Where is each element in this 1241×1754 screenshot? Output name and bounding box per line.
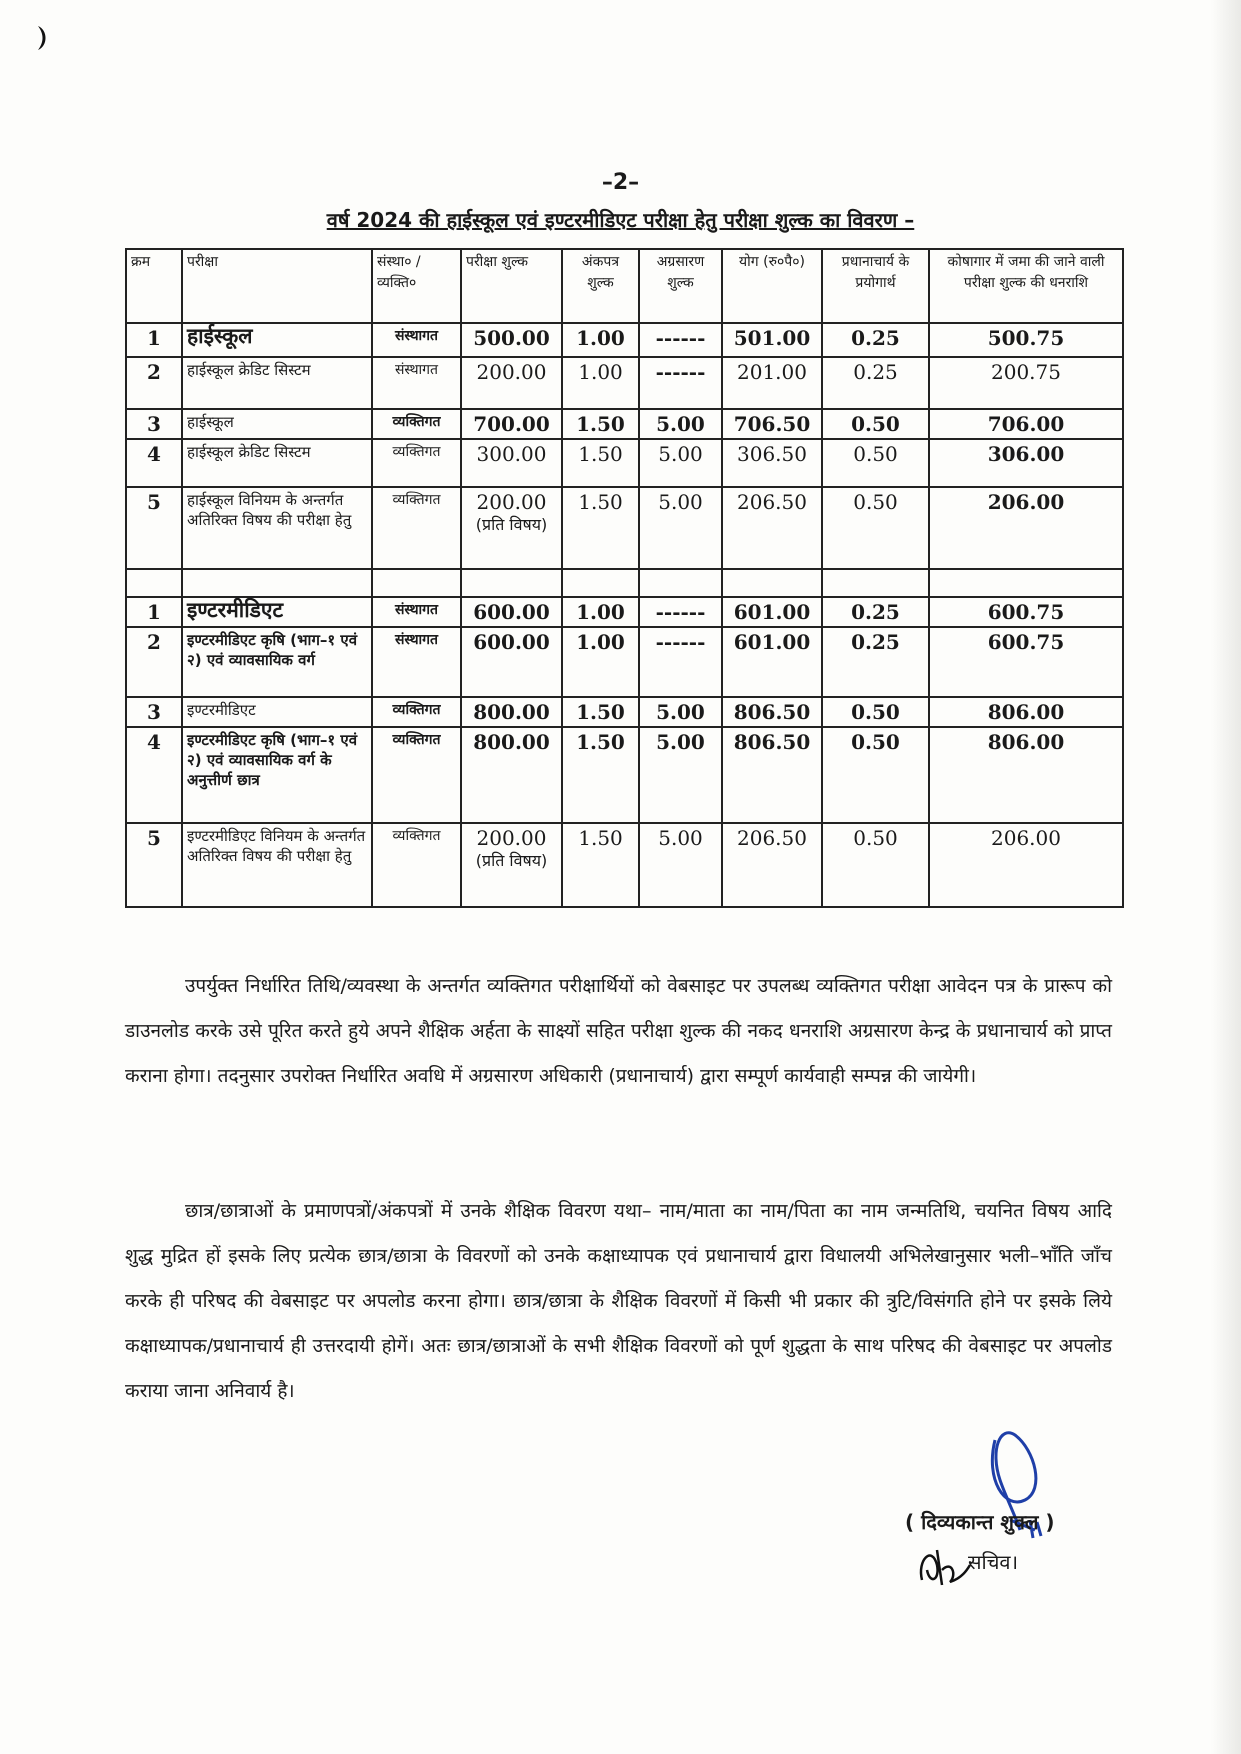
instruction-paragraph-2: छात्र/छात्राओं के प्रमाणपत्रों/अंकपत्रों में उनके शैक्षिक विवरण यथा– नाम/माता का नाम/पिता का नाम जन्मतिथि, चयनित विषय आदि शुद्ध मुद्रित हों इसके लिए प्रत्येक छात्र/छात्रा के विवरणों को उनके कक्षाध्यापक एवं प्रधानाचार्य द्वारा विधालयी अभिलेखानुसार भली–भाँति जाँच करके ही परिषद की वेबसाइट पर अपलोड करना होगा। छात्र/छात्रा के शैक्षिक विवरणों में किसी भी प्रकार की त्रुटि/विसंगति होने पर इसके लिये कक्षाध्यापक/प्रधानाचार्य ही उत्तरदायी होगें। अतः छात्र/छात्राओं के सभी शैक्षिक विवरणों को पूर्ण शुद्धता के साथ परिषद की वेबसाइट पर अपलोड कराया जाना अनिवार्य है।	[125, 1200, 1112, 1402]
cell-type: व्यक्तिगत	[372, 727, 461, 823]
cell-exam: इण्टरमीडिएट कृषि (भाग–१ एवं २) एवं व्यावसायिक वर्ग	[182, 627, 372, 697]
initials-mark	[912, 1540, 972, 1590]
header-type: संस्था० / व्यक्ति०	[372, 249, 461, 323]
cell-marksheet: 1.50	[562, 487, 639, 569]
table-row	[126, 823, 1123, 907]
header-exam-fee: परीक्षा शुल्क	[461, 249, 562, 323]
page-edge-shadow	[1211, 0, 1241, 1754]
cell-exam: इण्टरमीडिएट	[182, 597, 372, 627]
cell-forwarding: 5.00	[639, 823, 722, 907]
cell-type: संस्थागत	[372, 597, 461, 627]
punch-hole-mark	[34, 24, 50, 52]
cell-treasury: 600.75	[929, 627, 1123, 697]
cell-total: 601.00	[722, 627, 822, 697]
cell-exam: हाईस्कूल विनियम के अन्तर्गत अतिरिक्त विषय की परीक्षा हेतु	[182, 487, 372, 569]
cell-sn: 3	[126, 409, 182, 439]
cell-forwarding: 5.00	[639, 409, 722, 439]
cell-forwarding: 5.00	[639, 439, 722, 487]
cell-marksheet: 1.50	[562, 823, 639, 907]
fee-value: 200.00	[476, 826, 547, 850]
fee-value: 200.00	[476, 490, 547, 514]
cell-treasury: 206.00	[929, 823, 1123, 907]
cell-total: 501.00	[722, 323, 822, 357]
separator-cell	[461, 569, 562, 597]
table-row	[126, 697, 1123, 727]
cell-marksheet: 1.50	[562, 727, 639, 823]
cell-total: 206.50	[722, 823, 822, 907]
cell-fee: 600.00	[461, 597, 562, 627]
cell-sn: 5	[126, 487, 182, 569]
table-row	[126, 409, 1123, 439]
cell-forwarding: ------	[639, 627, 722, 697]
page-number: –2–	[601, 170, 640, 195]
cell-treasury: 706.00	[929, 409, 1123, 439]
cell-exam: हाईस्कूल क्रेडिट सिस्टम	[182, 439, 372, 487]
header-total: योग (रु०पै०)	[722, 249, 822, 323]
cell-fee: 800.00	[461, 727, 562, 823]
cell-type: व्यक्तिगत	[372, 409, 461, 439]
table-row	[126, 487, 1123, 569]
header-principal-share: प्रधानाचार्य के प्रयोगार्थ	[822, 249, 929, 323]
cell-type: व्यक्तिगत	[372, 439, 461, 487]
cell-principal: 0.25	[822, 597, 929, 627]
cell-sn: 3	[126, 697, 182, 727]
cell-sn: 4	[126, 439, 182, 487]
cell-principal: 0.25	[822, 627, 929, 697]
cell-total: 806.50	[722, 727, 822, 823]
cell-principal: 0.50	[822, 823, 929, 907]
cell-treasury: 500.75	[929, 323, 1123, 357]
instruction-paragraph-1: उपर्युक्त निर्धारित तिथि/व्यवस्था के अन्तर्गत व्यक्तिगत परीक्षार्थियों को वेबसाइट पर उपलब्ध व्यक्तिगत परीक्षा आवेदन पत्र के प्रारूप को डाउनलोड करके उसे पूरित करते हुये अपने शैक्षिक अर्हता के साक्ष्यों सहित परीक्षा शुल्क की नकद धनराशि अग्रसारण केन्द्र के प्रधानाचार्य को प्राप्त कराना होगा। तदनुसार उपरोक्त निर्धारित अवधि में अग्रसारण अधिकारी (प्रधानाचार्य) द्वारा सम्पूर्ण कार्यवाही सम्पन्न की जायेगी।	[125, 975, 1112, 1087]
cell-exam: हाईस्कूल	[182, 409, 372, 439]
cell-principal: 0.25	[822, 323, 929, 357]
cell-total: 706.50	[722, 409, 822, 439]
table-row	[126, 439, 1123, 487]
cell-marksheet: 1.00	[562, 323, 639, 357]
header-forwarding-fee: अग्रसारण शुल्क	[639, 249, 722, 323]
separator-cell	[929, 569, 1123, 597]
cell-forwarding: ------	[639, 323, 722, 357]
separator-cell	[722, 569, 822, 597]
fee-note: (प्रति विषय)	[475, 515, 548, 534]
separator-cell	[372, 569, 461, 597]
table-row	[126, 323, 1123, 357]
cell-fee: 700.00	[461, 409, 562, 439]
cell-sn: 1	[126, 597, 182, 627]
cell-principal: 0.50	[822, 487, 929, 569]
cell-principal: 0.50	[822, 697, 929, 727]
cell-fee	[461, 823, 562, 907]
cell-total: 306.50	[722, 439, 822, 487]
table-row	[126, 727, 1123, 823]
cell-exam: इण्टरमीडिएट विनियम के अन्तर्गत अतिरिक्त विषय की परीक्षा हेतु	[182, 823, 372, 907]
cell-principal: 0.50	[822, 727, 929, 823]
table-header-row	[126, 249, 1123, 323]
cell-treasury: 306.00	[929, 439, 1123, 487]
cell-sn: 5	[126, 823, 182, 907]
cell-treasury: 206.00	[929, 487, 1123, 569]
cell-type: संस्थागत	[372, 357, 461, 409]
cell-marksheet: 1.00	[562, 627, 639, 697]
header-exam: परीक्षा	[182, 249, 372, 323]
header-marksheet-fee: अंकपत्र शुल्क	[562, 249, 639, 323]
cell-total: 601.00	[722, 597, 822, 627]
cell-marksheet: 1.50	[562, 439, 639, 487]
table-row	[126, 357, 1123, 409]
separator-cell	[182, 569, 372, 597]
separator-cell	[822, 569, 929, 597]
page-title	[0, 206, 1241, 233]
section-separator-row	[126, 569, 1123, 597]
cell-principal: 0.50	[822, 409, 929, 439]
cell-marksheet: 1.00	[562, 597, 639, 627]
cell-exam: इण्टरमीडिएट कृषि (भाग–१ एवं २) एवं व्यावसायिक वर्ग के अनुत्तीर्ण छात्र	[182, 727, 372, 823]
cell-marksheet: 1.50	[562, 697, 639, 727]
cell-type: संस्थागत	[372, 323, 461, 357]
cell-type: व्यक्तिगत	[372, 697, 461, 727]
cell-total: 806.50	[722, 697, 822, 727]
cell-forwarding: 5.00	[639, 487, 722, 569]
cell-fee	[461, 487, 562, 569]
header-treasury-amount: कोषागार में जमा की जाने वाली परीक्षा शुल्क की धनराशि	[929, 249, 1123, 323]
cell-sn: 2	[126, 357, 182, 409]
cell-type: व्यक्तिगत	[372, 823, 461, 907]
cell-forwarding: 5.00	[639, 727, 722, 823]
cell-principal: 0.25	[822, 357, 929, 409]
separator-cell	[562, 569, 639, 597]
cell-fee: 500.00	[461, 323, 562, 357]
table-row	[126, 597, 1123, 627]
cell-sn: 1	[126, 323, 182, 357]
page-title-text: वर्ष 2024 की हाईस्कूल एवं इण्टरमीडिएट परीक्षा हेतु परीक्षा शुल्क का विवरण –	[326, 208, 915, 232]
cell-treasury: 806.00	[929, 697, 1123, 727]
cell-principal: 0.50	[822, 439, 929, 487]
cell-fee: 600.00	[461, 627, 562, 697]
cell-type: संस्थागत	[372, 627, 461, 697]
cell-fee: 200.00	[461, 357, 562, 409]
header-sn: क्रम	[126, 249, 182, 323]
cell-sn: 4	[126, 727, 182, 823]
cell-forwarding: ------	[639, 597, 722, 627]
signatory-designation: सचिव।	[968, 1550, 1019, 1574]
cell-treasury: 200.75	[929, 357, 1123, 409]
separator-cell	[126, 569, 182, 597]
cell-fee: 300.00	[461, 439, 562, 487]
signatory-name: ( दिव्यकान्त शुक्ल )	[905, 1510, 1055, 1534]
cell-marksheet: 1.00	[562, 357, 639, 409]
cell-treasury: 600.75	[929, 597, 1123, 627]
exam-fee-table	[125, 248, 1124, 908]
cell-type: व्यक्तिगत	[372, 487, 461, 569]
cell-exam: हाईस्कूल क्रेडिट सिस्टम	[182, 357, 372, 409]
cell-exam: हाईस्कूल	[182, 323, 372, 357]
cell-sn: 2	[126, 627, 182, 697]
cell-total: 206.50	[722, 487, 822, 569]
cell-treasury: 806.00	[929, 727, 1123, 823]
cell-forwarding: 5.00	[639, 697, 722, 727]
cell-total: 201.00	[722, 357, 822, 409]
cell-marksheet: 1.50	[562, 409, 639, 439]
cell-fee: 800.00	[461, 697, 562, 727]
fee-note: (प्रति विषय)	[475, 851, 548, 870]
table-row	[126, 627, 1123, 697]
separator-cell	[639, 569, 722, 597]
cell-forwarding: ------	[639, 357, 722, 409]
cell-exam: इण्टरमीडिएट	[182, 697, 372, 727]
